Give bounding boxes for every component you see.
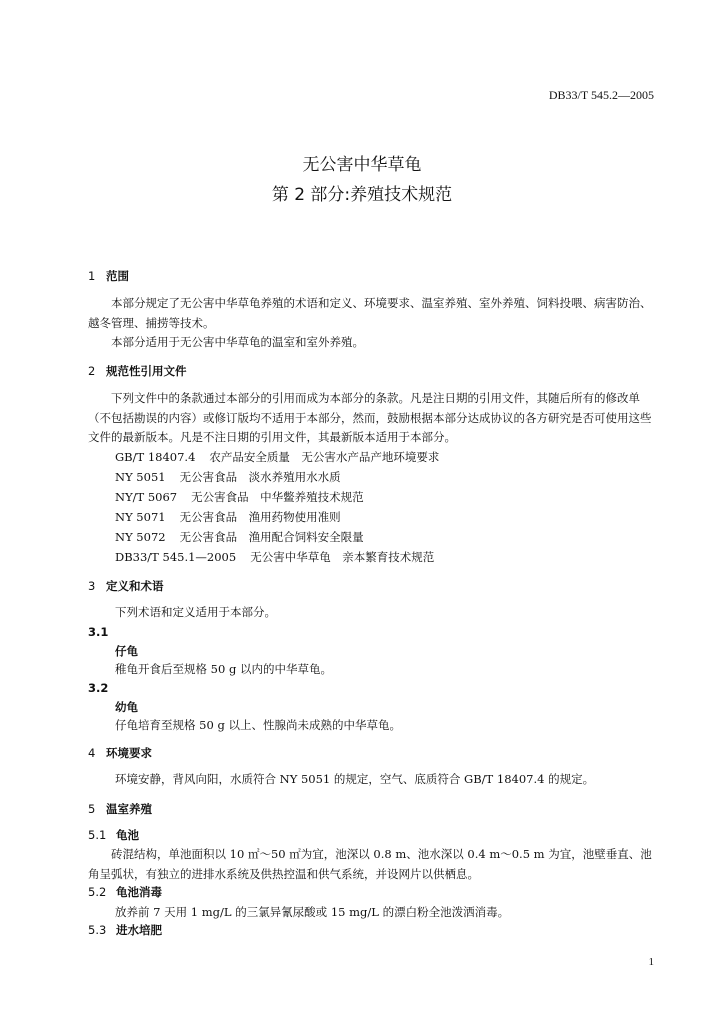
reference-item: NY 5051 无公害食品 淡水养殖用水水质 <box>115 470 341 484</box>
paragraph: 环境安静，背风向阳，水质符合 NY 5051 的规定，空气、底质符合 GB/T 18407.4 的规定。 <box>115 772 595 786</box>
section-number: 1 <box>88 269 96 283</box>
section-number: 5.1 <box>88 828 107 842</box>
section-title: 温室养殖 <box>106 802 152 816</box>
document-code: DB33/T 545.2—2005 <box>548 88 654 102</box>
term-number: 3.2 <box>88 681 109 695</box>
paragraph: 砖混结构，单池面积以 10 ㎡～50 ㎡为宜，池深以 0.8 m、池水深以 0.4 m～0.5 m 为宜，池壁垂直、池角呈弧状，有独立的进排水系统及供热控温和供气系统，并设网片以供栖息。 <box>88 847 652 881</box>
term-number: 3.1 <box>88 625 109 639</box>
section-title: 定义和术语 <box>106 579 164 593</box>
subsection-heading-5-1 <box>88 827 139 843</box>
section-number: 5.2 <box>88 885 107 899</box>
section-number: 4 <box>88 746 96 760</box>
term-name: 仔龟 <box>115 644 138 658</box>
paragraph: 本部分适用于无公害中华草龟的温室和室外养殖。 <box>111 335 364 349</box>
document-subtitle: 第 2 部分:养殖技术规范 <box>271 185 453 205</box>
section-heading-2 <box>88 363 187 379</box>
reference-item: DB33/T 545.1—2005 无公害中华草龟 亲本繁育技术规范 <box>115 550 435 564</box>
paragraph: 放养前 7 天用 1 mg/L 的三氯异氰尿酸或 15 mg/L 的漂白粉全池泼洒消毒。 <box>115 905 510 919</box>
term-definition: 稚龟开食后至规格 50 g 以内的中华草龟。 <box>115 662 332 676</box>
section-number: 3 <box>88 579 96 593</box>
subsection-heading-5-3 <box>88 922 162 938</box>
paragraph: 下列术语和定义适用于本部分。 <box>115 605 276 619</box>
term-name: 幼龟 <box>115 700 138 714</box>
paragraph: 本部分规定了无公害中华草龟养殖的术语和定义、环境要求、温室养殖、室外养殖、饲料投喂、病害防治、越冬管理、捕捞等技术。 <box>88 296 652 330</box>
section-heading-3 <box>88 578 164 594</box>
section-title: 范围 <box>106 269 129 283</box>
section-title: 龟池消毒 <box>116 885 162 899</box>
section-title: 龟池 <box>116 828 139 842</box>
reference-item: GB/T 18407.4 农产品安全质量 无公害水产品产地环境要求 <box>115 450 440 464</box>
section-title: 环境要求 <box>106 746 152 760</box>
subsection-heading-5-2 <box>88 884 162 900</box>
reference-item: NY/T 5067 无公害食品 中华鳖养殖技术规范 <box>115 490 364 504</box>
reference-item: NY 5072 无公害食品 渔用配合饲料安全限量 <box>115 530 364 544</box>
section-title: 规范性引用文件 <box>106 364 187 378</box>
section-heading-5 <box>88 801 152 817</box>
section-number: 5.3 <box>88 923 107 937</box>
section-number: 2 <box>88 364 96 378</box>
section-heading-1 <box>88 268 129 284</box>
section-heading-4 <box>88 745 152 761</box>
section-title: 进水培肥 <box>116 923 162 937</box>
term-definition: 仔龟培育至规格 50 g 以上、性腺尚未成熟的中华草龟。 <box>115 718 401 732</box>
section-number: 5 <box>88 802 96 816</box>
page-number: 1 <box>648 956 654 968</box>
document-title: 无公害中华草龟 <box>302 155 422 175</box>
paragraph: 下列文件中的条款通过本部分的引用而成为本部分的条款。凡是注日期的引用文件，其随后所有的修改单（不包括勘误的内容）或修订版均不适用于本部分，然而，鼓励根据本部分达成协议的各方研究是否可使用这些文件的最新版本。凡是不注日期的引用文件，其最新版本适用于本部分。 <box>88 391 652 445</box>
reference-item: NY 5071 无公害食品 渔用药物使用准则 <box>115 510 341 524</box>
